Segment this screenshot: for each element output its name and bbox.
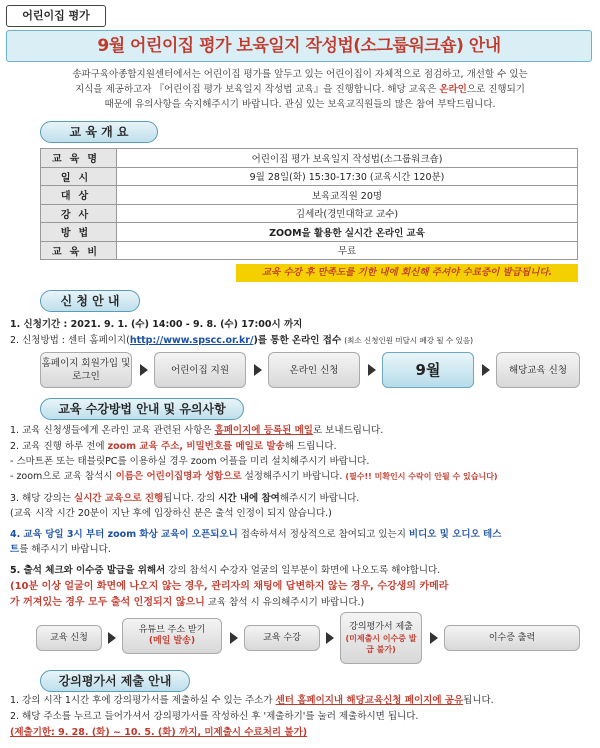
table-row [41,167,578,186]
guide-step-certificate [444,625,580,651]
intro-text [40,67,560,112]
guide-line-2e [10,470,498,484]
row-value: 보육교직원 20명 [117,186,578,205]
arrow-icon [108,632,116,644]
step-label: 유튜브 주소 받기 [138,625,206,635]
intro-line-2 [40,82,560,97]
row-label: 강사 [41,204,117,223]
arrow-icon [254,364,262,376]
apply-step-course: 해당교육 신청 [496,352,580,388]
apply-step-login: 홈페이지 회원가입 및 로그인 [40,352,132,388]
step-sublabel: (메일 발송) [148,636,196,646]
survey-line-2: 2. 해당 주소를 누르고 들어가셔서 강의평가서를 작성하신 후 '제출하기'를 눌러 제출하시면 됩니다. [10,711,419,722]
table-row [41,186,578,205]
apply-step-support: 어린이집 지원 [154,352,246,388]
arrow-icon [326,632,334,644]
guide-l2a: 2. 교육 진행 하루 전에 [10,441,108,452]
table-row [41,223,578,242]
page-title: 9월 어린이집 평가 보육일지 작성법(소그룹워크숍) 안내 [6,30,592,62]
certificate-notice: 교육 수강 후 만족도를 기한 내에 회신해 주셔야 수료증이 발급됩니다. [236,264,578,282]
guide-l3b: 실시간 교육으로 진행 [74,493,164,504]
guide-step-youtube [122,618,222,654]
row-label: 방법 [41,223,117,242]
guide-l1a: 1. 교육 신청생들에게 온라인 교육 관련된 사항은 [10,425,215,436]
apply-heading: 신 청 안 내 [40,290,140,312]
row-label: 교육명 [41,149,117,168]
row-label: 일시 [41,167,117,186]
survey-deadline: (제출기한: 9. 28. (화) ~ 10. 5. (화) 까지, 미제출시 수료처리 불가) [10,727,308,738]
guide-l5b: 강의 참석시 수강자 얼굴의 일부분이 화면에 나오도록 해야합니다. [165,565,441,576]
guide-l3c: 됩니다. 강의 [163,493,219,504]
guide-l1b: 홈페이지에 등록된 메일 [214,425,313,436]
guide-l2e: - zoom으로 교육 참석시 [10,471,116,482]
overview-heading: 교 육 개 요 [40,121,158,143]
guide-heading: 교육 수강방법 안내 및 유의사항 [40,398,244,420]
guide-line-2d: - 스마트폰 또는 태블릿PC를 이용하실 경우 zoom 어플을 미리 설치해주시기 바랍니다. [10,456,370,467]
survey-line-1 [10,694,494,708]
apply-step-online: 온라인 신청 [268,352,360,388]
guide-l3e: 해주시기 바랍니다. [279,493,360,504]
arrow-icon [140,364,148,376]
overview-table [40,148,578,260]
arrow-icon [430,632,438,644]
guide-l2b: zoom 교육 주소, 비밀번호를 메일로 발송 [107,441,285,452]
intro-line-3: 때문에 유의사항을 숙지해주시기 바랍니다. 관심 있는 보육교직원들의 많은 참여 부탁드립니다. [104,99,496,110]
step-label: 교육 신청 [50,632,88,643]
guide-l2f: 이름은 어린이집명과 성함으로 [115,471,242,482]
guide-line-5d [10,596,364,610]
guide-line-5 [10,564,440,578]
arrow-icon [230,632,238,644]
guide-l3d: 시간 내에 참여 [218,493,280,504]
guide-line-2 [10,440,337,454]
step-label: 교육 수강 [263,632,301,643]
apply-method-note: (최소 신청인원 미달시 폐강 될 수 있음) [344,336,474,345]
guide-l2c: 해 드립니다. [284,441,337,452]
guide-l4b: 접속하셔서 정상적으로 참여되고 있는지 [237,529,409,540]
guide-step-attend [244,625,320,651]
guide-l4d: 트 [10,544,20,555]
guide-step-apply [36,625,102,651]
guide-line-3f: (교육 시작 시간 20분이 지난 후에 입장하신 분은 출석 인정이 되지 않습니다.) [10,508,332,519]
apply-period-text: 1. 신청기간 : 2021. 9. 1. (수) 14:00 - 9. 8. (수) 17:00시 까지 [10,319,303,330]
guide-l2g: 설정해주시기 바랍니다. [241,471,346,482]
intro-line-1: 송파구육아종합지원센터에서는 어린이집 평가를 앞두고 있는 어린이집이 자체적으로 점검하고, 개선할 수 있는 [72,69,528,80]
guide-l4e: 를 해주시기 바랍니다. [19,544,111,555]
guide-l1c: 로 보내드립니다. [312,425,384,436]
survey-l1a: 1. 강의 시작 1시간 후에 강의평가서를 제출하실 수 있는 주소가 [10,695,276,706]
apply-step-month: 9월 [382,352,474,388]
intro-line-2a: 지식을 제공하고자 『어린이집 평가 보육일지 작성법 교육』을 진행합니다. 해당 교육은 [75,84,440,95]
guide-l3a: 3. 해당 강의는 [10,493,75,504]
apply-method [10,334,473,348]
step-label: 이수증 출력 [488,632,536,643]
table-row [41,241,578,260]
row-value: 9월 28일(화) 15:30-17:30 (교육시간 120분) [117,167,578,186]
guide-l4c: 비디오 및 오디오 테스 [408,529,502,540]
row-label: 교육비 [41,241,117,260]
guide-line-5c [10,580,448,594]
apply-method-suffix: )를 통한 온라인 접수 [253,335,342,346]
guide-l2h: (필수!! 미확인시 수락이 안될 수 있습니다) [345,472,498,481]
table-row [41,149,578,168]
guide-step-survey [340,612,422,664]
row-value: ZOOM을 활용한 실시간 온라인 교육 [117,223,578,242]
row-value: 김세라(경민대학교 교수) [117,204,578,223]
intro-line-2c: 으로 진행되기 [466,84,525,95]
row-value: 어린이집 평가 보육일지 작성법(소그룹워크숍) [117,149,578,168]
guide-l5c: (10분 이상 얼굴이 화면에 나오지 않는 경우, 관리자의 채팅에 답변하지 않는 경우, 수강생의 카메라 [10,581,449,592]
guide-l5e: 교육 참석 시 유의해주시기 바랍니다.) [204,597,365,608]
homepage-link[interactable]: http://www.spscc.or.kr/ [129,335,254,346]
apply-method-text: 2. 신청방법 : 센터 홈페이지( [10,335,130,346]
step-label: 강의평가서 제출 [349,621,413,632]
row-label: 대상 [41,186,117,205]
guide-l5d: 가 꺼져있는 경우 모두 출석 인정되지 않으니 [10,597,205,608]
apply-period [10,318,302,332]
guide-line-3 [10,492,359,506]
guide-l4a: 4. 교육 당일 3시 부터 zoom 화상 교육이 오픈되오니 [10,529,238,540]
survey-l1b: 센터 홈페이지내 해당교육신청 페이지에 공유 [275,695,464,706]
survey-l1c: 됩니다. [463,695,494,706]
guide-line-4d [10,543,111,557]
guide-l5a: 5. 출석 체크와 이수증 발급을 위해서 [10,565,166,576]
step-sublabel: (미제출시 이수증 발급 불가) [345,633,417,654]
table-row [41,204,578,223]
guide-line-4 [10,528,501,542]
intro-online-emphasis: 온라인 [439,84,467,95]
arrow-icon [368,364,376,376]
arrow-icon [482,364,490,376]
row-value: 무료 [117,241,578,260]
guide-line-1 [10,424,383,438]
survey-heading: 강의평가서 제출 안내 [40,670,190,692]
category-tag: 어린이집 평가 [6,5,106,27]
survey-line-3 [10,726,307,740]
